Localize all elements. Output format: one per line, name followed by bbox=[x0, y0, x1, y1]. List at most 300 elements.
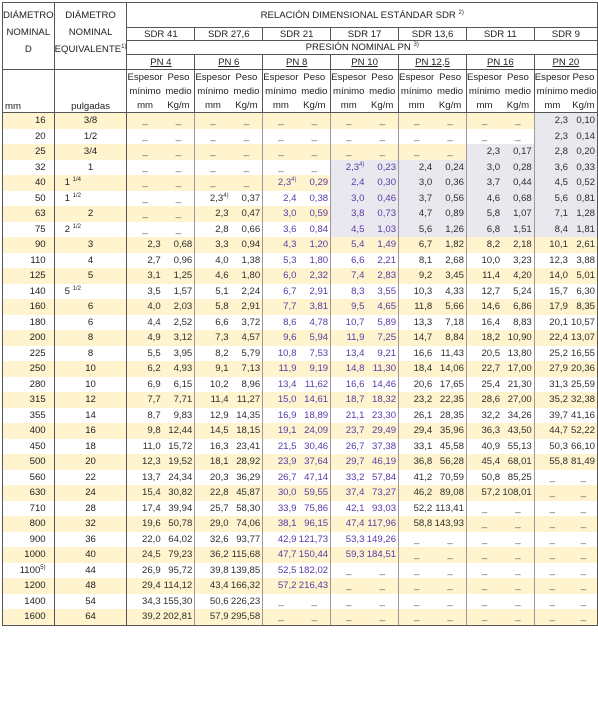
cell-value: 18,32 bbox=[372, 394, 397, 406]
value-cell bbox=[434, 470, 466, 486]
empty-dash: _ bbox=[311, 161, 317, 173]
value-cell bbox=[434, 501, 466, 517]
value-cell bbox=[534, 563, 570, 579]
value-cell bbox=[195, 330, 231, 346]
equivalent-cell bbox=[54, 578, 127, 594]
empty-dash: _ bbox=[210, 115, 216, 127]
equivalent-value: 32 bbox=[85, 518, 96, 530]
pn-header bbox=[399, 55, 467, 70]
empty-dash: _ bbox=[346, 115, 352, 127]
cell-value: 28,6 bbox=[481, 394, 501, 406]
cell-value: 15,0 bbox=[277, 394, 297, 406]
value-cell bbox=[502, 175, 534, 191]
empty-dash: _ bbox=[515, 115, 521, 127]
footnote-mark: 4) bbox=[359, 161, 365, 168]
empty-dash: _ bbox=[447, 146, 453, 158]
cell-value: 50,6 bbox=[209, 595, 229, 607]
cell-value: 12,9 bbox=[209, 409, 229, 421]
value-cell bbox=[434, 392, 466, 408]
value-cell bbox=[399, 237, 435, 253]
value-cell bbox=[466, 439, 502, 455]
value-cell bbox=[570, 237, 598, 253]
empty-dash: _ bbox=[481, 502, 488, 514]
value-cell bbox=[195, 377, 231, 393]
value-cell bbox=[331, 547, 367, 563]
value-cell bbox=[534, 609, 570, 625]
cell-value: 18,15 bbox=[236, 425, 261, 437]
value-cell bbox=[163, 222, 195, 238]
cell-value: 12,3 bbox=[549, 254, 568, 266]
value-cell bbox=[570, 454, 598, 470]
cell-value: 8,2 bbox=[486, 239, 501, 251]
value-cell bbox=[163, 470, 195, 486]
pn-label: PN 6 bbox=[218, 56, 240, 68]
diameter-value: 250 bbox=[29, 363, 46, 375]
value-cell bbox=[127, 191, 163, 207]
diameter-value: 900 bbox=[29, 533, 46, 545]
cell-value: 8,96 bbox=[241, 378, 261, 390]
value-cell bbox=[231, 237, 263, 253]
equivalent-cell bbox=[54, 315, 127, 331]
value-cell bbox=[570, 516, 598, 532]
empty-dash: _ bbox=[447, 580, 453, 592]
cell-value: 47,7 bbox=[277, 549, 297, 561]
cell-value: 2,4 bbox=[283, 192, 297, 204]
cell-value: 42,1 bbox=[345, 502, 365, 514]
cell-value: 9,5 bbox=[351, 301, 365, 313]
value-cell bbox=[534, 129, 570, 145]
diameter-cell bbox=[3, 501, 55, 517]
cell-value: 10,8 bbox=[277, 347, 297, 359]
value-cell bbox=[502, 315, 534, 331]
sdr-header: SDR 41 bbox=[127, 28, 195, 41]
value-cell bbox=[127, 237, 163, 253]
value-cell bbox=[127, 144, 163, 160]
value-cell bbox=[127, 439, 163, 455]
value-cell bbox=[534, 315, 570, 331]
sub-header-cell: Espesor bbox=[195, 71, 231, 83]
cell-value: 47,4 bbox=[345, 518, 365, 530]
cell-value: 57,84 bbox=[372, 471, 397, 483]
value-cell bbox=[163, 594, 195, 610]
value-cell bbox=[263, 609, 299, 625]
cell-value: 6,86 bbox=[513, 301, 532, 313]
value-cell bbox=[534, 361, 570, 377]
diameter-value: 32 bbox=[34, 161, 46, 173]
value-cell bbox=[434, 594, 466, 610]
value-cell bbox=[502, 222, 534, 238]
cell-value: 12,3 bbox=[141, 456, 161, 468]
empty-dash: _ bbox=[413, 146, 420, 158]
value-cell bbox=[366, 516, 398, 532]
footnote-mark: 3) bbox=[413, 41, 419, 48]
equivalent-cell bbox=[54, 144, 127, 160]
value-cell bbox=[502, 547, 534, 563]
value-cell bbox=[570, 113, 598, 129]
value-cell bbox=[502, 454, 534, 470]
equivalent-cell bbox=[54, 501, 127, 517]
cell-value: 295,58 bbox=[230, 611, 261, 623]
value-cell bbox=[263, 237, 299, 253]
sub-header-cell: Espesor bbox=[331, 71, 367, 83]
value-cell bbox=[231, 408, 263, 424]
empty-dash: _ bbox=[142, 130, 148, 142]
value-cell bbox=[366, 330, 398, 346]
cell-value: 50,8 bbox=[481, 471, 501, 483]
diameter-value: 125 bbox=[29, 270, 46, 282]
value-cell bbox=[299, 485, 331, 501]
value-cell bbox=[231, 160, 263, 176]
cell-value: 75,86 bbox=[304, 502, 329, 514]
diameter-cell bbox=[3, 454, 55, 470]
value-cell bbox=[163, 160, 195, 176]
empty-dash: _ bbox=[515, 564, 521, 576]
value-cell bbox=[366, 222, 398, 238]
value-cell bbox=[399, 392, 435, 408]
value-cell bbox=[195, 160, 231, 176]
empty-dash: _ bbox=[175, 192, 182, 204]
cell-value: 31,3 bbox=[549, 378, 568, 390]
table-row bbox=[3, 330, 598, 346]
cell-value: 0,68 bbox=[513, 192, 532, 204]
cell-value: 5,66 bbox=[445, 301, 464, 313]
value-cell bbox=[263, 408, 299, 424]
value-cell bbox=[466, 408, 502, 424]
value-cell bbox=[163, 439, 195, 455]
empty-dash: _ bbox=[346, 580, 352, 592]
cell-value: 216,43 bbox=[298, 580, 329, 592]
header-text: D bbox=[24, 44, 32, 55]
empty-dash: _ bbox=[481, 611, 488, 623]
footnote-mark: 2) bbox=[458, 9, 464, 16]
value-cell bbox=[299, 113, 331, 129]
value-cell bbox=[195, 501, 231, 517]
equivalent-fraction: 1/2 bbox=[72, 285, 81, 292]
value-cell bbox=[263, 594, 299, 610]
cell-value: 7,7 bbox=[283, 301, 297, 313]
cell-value: 24,09 bbox=[304, 425, 329, 437]
cell-value: 8,7 bbox=[147, 409, 161, 421]
value-cell bbox=[195, 454, 231, 470]
cell-value: 22,4 bbox=[549, 332, 568, 344]
value-cell bbox=[195, 423, 231, 439]
cell-value: 0,73 bbox=[377, 208, 397, 220]
cell-value: 1,80 bbox=[241, 270, 261, 282]
cell-value: 43,50 bbox=[507, 425, 532, 437]
value-cell bbox=[263, 315, 299, 331]
cell-value: 9,1 bbox=[215, 363, 229, 375]
value-cell bbox=[366, 299, 398, 315]
cell-value: 25,2 bbox=[549, 347, 568, 359]
cell-value: 32,6 bbox=[209, 533, 229, 545]
empty-dash: _ bbox=[243, 130, 250, 142]
sdr-header: SDR 27,6 bbox=[195, 28, 263, 41]
value-cell bbox=[127, 578, 163, 594]
sub-header-cell: mínimo bbox=[263, 84, 299, 98]
value-cell bbox=[231, 346, 263, 362]
empty-dash: _ bbox=[580, 611, 587, 623]
cell-value: 11,8 bbox=[414, 301, 433, 313]
empty-dash: _ bbox=[210, 146, 216, 158]
value-cell bbox=[195, 268, 231, 284]
value-cell bbox=[163, 284, 195, 300]
cell-value: 29,7 bbox=[345, 456, 365, 468]
diameter-cell bbox=[3, 377, 55, 393]
value-cell bbox=[399, 439, 435, 455]
value-cell bbox=[127, 516, 163, 532]
cell-value: 4,93 bbox=[173, 363, 193, 375]
value-cell bbox=[263, 144, 299, 160]
value-cell bbox=[263, 175, 299, 191]
cell-value: 20,1 bbox=[549, 316, 568, 328]
cell-value: 15,7 bbox=[549, 285, 568, 297]
cell-value: 4,0 bbox=[147, 301, 161, 313]
value-cell bbox=[399, 609, 435, 625]
cell-value: 15,4 bbox=[141, 487, 161, 499]
diameter-cell bbox=[3, 346, 55, 362]
value-cell bbox=[466, 532, 502, 548]
cell-value: 3,1 bbox=[147, 270, 161, 282]
cell-value: 4,7 bbox=[418, 208, 433, 220]
value-cell bbox=[434, 485, 466, 501]
diameter-cell bbox=[3, 129, 55, 145]
cell-value: 37,64 bbox=[304, 456, 329, 468]
table-row bbox=[3, 222, 598, 238]
value-cell bbox=[570, 470, 598, 486]
diameter-value: 1600 bbox=[24, 611, 46, 623]
cell-value: 46,19 bbox=[372, 456, 397, 468]
cell-value: 5,94 bbox=[309, 332, 329, 344]
empty-dash: _ bbox=[549, 533, 556, 545]
value-cell bbox=[434, 160, 466, 176]
table-row bbox=[3, 284, 598, 300]
value-cell bbox=[231, 361, 263, 377]
cell-value: 52,2 bbox=[413, 502, 433, 514]
value-cell bbox=[127, 361, 163, 377]
value-cell bbox=[331, 454, 367, 470]
empty-dash: _ bbox=[481, 533, 488, 545]
cell-value: 66,10 bbox=[570, 440, 595, 452]
value-cell bbox=[263, 532, 299, 548]
value-cell bbox=[299, 408, 331, 424]
value-cell bbox=[163, 361, 195, 377]
value-cell bbox=[231, 454, 263, 470]
equivalent-value: 48 bbox=[85, 580, 96, 592]
cell-value: 2,3 bbox=[209, 192, 224, 204]
cell-value: 1,57 bbox=[173, 285, 193, 297]
value-cell bbox=[466, 609, 502, 625]
equivalent-cell bbox=[54, 268, 127, 284]
cell-value: 10,57 bbox=[570, 316, 595, 328]
value-cell bbox=[399, 485, 435, 501]
pn-header bbox=[466, 55, 534, 70]
empty-dash: _ bbox=[346, 146, 352, 158]
pn-label: PN 12,5 bbox=[415, 56, 450, 68]
value-cell bbox=[570, 160, 598, 176]
pn-title bbox=[127, 41, 598, 55]
value-cell bbox=[263, 330, 299, 346]
cell-value: 0,94 bbox=[241, 239, 261, 251]
empty-dash: _ bbox=[142, 208, 148, 220]
cell-value: 226,23 bbox=[230, 595, 261, 607]
cell-value: 1,26 bbox=[445, 223, 464, 235]
cell-value: 29,49 bbox=[372, 425, 397, 437]
value-cell bbox=[534, 470, 570, 486]
empty-dash: _ bbox=[278, 130, 284, 142]
diameter-cell bbox=[3, 237, 55, 253]
empty-dash: _ bbox=[515, 580, 521, 592]
value-cell bbox=[331, 268, 367, 284]
value-cell bbox=[502, 485, 534, 501]
value-cell bbox=[570, 253, 598, 269]
cell-value: 3,0 bbox=[418, 177, 433, 189]
value-cell bbox=[466, 222, 502, 238]
value-cell bbox=[231, 532, 263, 548]
cell-value: 143,93 bbox=[434, 518, 464, 530]
value-cell bbox=[231, 392, 263, 408]
equivalent-value: 12 bbox=[85, 394, 96, 406]
cell-value: 0,30 bbox=[377, 177, 397, 189]
cell-value: 79,23 bbox=[168, 549, 193, 561]
diameter-value: 710 bbox=[29, 502, 46, 514]
value-cell bbox=[263, 268, 299, 284]
equivalent-value: 16 bbox=[85, 425, 96, 437]
value-cell bbox=[127, 470, 163, 486]
empty-dash: _ bbox=[278, 146, 284, 158]
value-cell bbox=[570, 532, 598, 548]
cell-value: 20,3 bbox=[209, 471, 229, 483]
empty-dash: _ bbox=[413, 115, 420, 127]
cell-value: 0,96 bbox=[173, 254, 193, 266]
equivalent-cell bbox=[54, 547, 127, 563]
value-cell bbox=[263, 253, 299, 269]
equivalent-value: 3/8 bbox=[83, 115, 98, 127]
empty-dash: _ bbox=[413, 580, 420, 592]
diameter-cell bbox=[3, 330, 55, 346]
cell-value: 36,8 bbox=[413, 456, 433, 468]
cell-value: 2,3 bbox=[277, 177, 292, 189]
cell-value: 113,41 bbox=[435, 502, 464, 514]
equivalent-cell bbox=[54, 423, 127, 439]
table-row bbox=[3, 501, 598, 517]
equivalent-value: 36 bbox=[85, 533, 96, 545]
value-cell bbox=[534, 423, 570, 439]
empty-dash: _ bbox=[210, 177, 216, 189]
table-row bbox=[3, 361, 598, 377]
value-cell bbox=[231, 206, 263, 222]
cell-value: 8,2 bbox=[215, 347, 229, 359]
sub-header-cell: mínimo bbox=[534, 84, 570, 98]
value-cell bbox=[502, 237, 534, 253]
equivalent-value: 20 bbox=[85, 456, 96, 468]
value-cell bbox=[331, 175, 367, 191]
empty-dash: _ bbox=[580, 518, 587, 530]
sub-header-cell: mm bbox=[127, 98, 163, 113]
value-cell bbox=[570, 408, 598, 424]
empty-dash: _ bbox=[447, 611, 453, 623]
value-cell bbox=[502, 284, 534, 300]
value-cell bbox=[502, 299, 534, 315]
pn-label: PN 16 bbox=[487, 56, 514, 68]
table-row bbox=[3, 315, 598, 331]
value-cell bbox=[570, 175, 598, 191]
value-cell bbox=[163, 113, 195, 129]
cell-value: 9,8 bbox=[147, 425, 161, 437]
cell-value: 50,78 bbox=[168, 518, 193, 530]
value-cell bbox=[434, 532, 466, 548]
cell-value: 11,9 bbox=[278, 363, 297, 375]
value-cell bbox=[231, 330, 263, 346]
sub-header-cell: mm bbox=[534, 98, 570, 113]
cell-value: 26,9 bbox=[141, 564, 161, 576]
value-cell bbox=[331, 144, 367, 160]
value-cell bbox=[163, 144, 195, 160]
sub-header-cell: mínimo bbox=[399, 84, 435, 98]
value-cell bbox=[366, 113, 398, 129]
empty-dash: _ bbox=[142, 192, 148, 204]
cell-value: 0,28 bbox=[513, 161, 532, 173]
value-cell bbox=[434, 315, 466, 331]
empty-dash: _ bbox=[379, 595, 385, 607]
empty-dash: _ bbox=[175, 161, 182, 173]
value-cell bbox=[263, 516, 299, 532]
cell-value: 16,3 bbox=[209, 440, 229, 452]
empty-dash: _ bbox=[481, 580, 488, 592]
value-cell bbox=[466, 454, 502, 470]
sub-header-row bbox=[3, 70, 598, 85]
value-cell bbox=[399, 113, 435, 129]
value-cell bbox=[502, 563, 534, 579]
cell-value: 38,1 bbox=[277, 518, 297, 530]
value-cell bbox=[263, 191, 299, 207]
equivalent-value: 6 bbox=[87, 301, 94, 313]
sub-header-cell: medio bbox=[299, 84, 331, 98]
equivalent-value: 40 bbox=[85, 549, 96, 561]
diameter-cell bbox=[3, 547, 55, 563]
empty-dash: _ bbox=[481, 549, 488, 561]
value-cell bbox=[231, 516, 263, 532]
value-cell bbox=[502, 609, 534, 625]
value-cell bbox=[366, 206, 398, 222]
value-cell bbox=[127, 268, 163, 284]
cell-value: 89,08 bbox=[439, 487, 464, 499]
cell-value: 20,6 bbox=[413, 378, 433, 390]
value-cell bbox=[434, 330, 466, 346]
diameter-value: 1400 bbox=[24, 595, 46, 607]
sub-header-cell: medio bbox=[231, 84, 263, 98]
value-cell bbox=[263, 377, 299, 393]
cell-value: 23,30 bbox=[372, 409, 397, 421]
value-cell bbox=[231, 299, 263, 315]
diameter-cell bbox=[3, 470, 55, 486]
sub-header-cell: Peso bbox=[434, 70, 466, 85]
cell-value: 5,6 bbox=[554, 192, 568, 204]
cell-value: 46,2 bbox=[413, 487, 433, 499]
empty-dash: _ bbox=[549, 471, 556, 483]
value-cell bbox=[231, 594, 263, 610]
cell-value: 3,45 bbox=[445, 270, 464, 282]
cell-value: 2,91 bbox=[241, 301, 261, 313]
value-cell bbox=[231, 315, 263, 331]
cell-value: 59,3 bbox=[345, 549, 365, 561]
cell-value: 2,3 bbox=[345, 161, 360, 173]
value-cell bbox=[399, 408, 435, 424]
table-row bbox=[3, 129, 598, 145]
cell-value: 34,26 bbox=[507, 409, 532, 421]
value-cell bbox=[231, 377, 263, 393]
diameter-cell bbox=[3, 268, 55, 284]
diameter-cell bbox=[3, 439, 55, 455]
